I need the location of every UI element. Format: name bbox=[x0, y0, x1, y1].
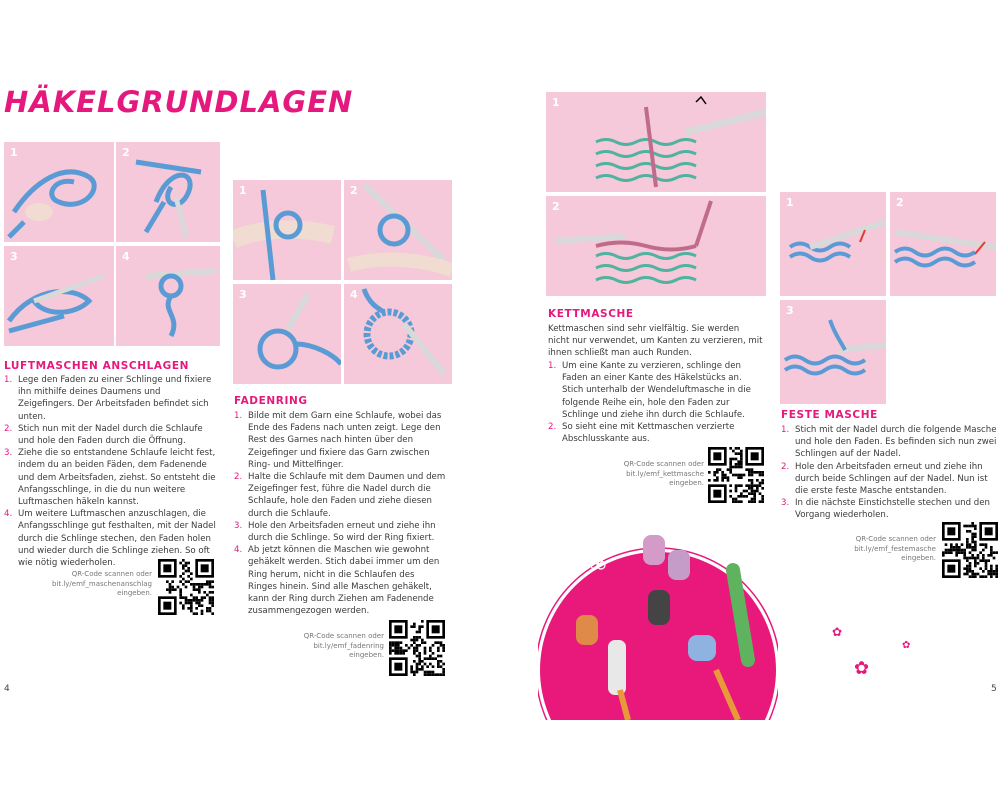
photo-number: 2 bbox=[552, 200, 560, 213]
photo-luftmaschen-1 bbox=[4, 142, 114, 242]
photo-number: 2 bbox=[896, 196, 904, 209]
photo-number: 4 bbox=[122, 250, 130, 263]
step: 4. Ab jetzt können die Maschen wie gewohnt gehäkelt werden. Stich dabei immer um den Ring herum, nicht in die Schlaufen des Ringes hinein. Sind alle Maschen gehäkelt, kann der Ring durch Ziehen am Fadenende zusammengezogen werden. bbox=[234, 545, 440, 617]
photo-feste-masche-1 bbox=[780, 192, 886, 296]
photo-fadenring-1 bbox=[233, 180, 341, 280]
photo-luftmaschen-2 bbox=[116, 142, 220, 242]
step: 3. Hole den Arbeitsfaden erneut und ziehe ihn durch die Schlinge. So wird der Ring fixiert. bbox=[234, 520, 436, 544]
section-heading-kettmasche: KETTMASCHE bbox=[548, 308, 634, 320]
photo-number: 1 bbox=[552, 96, 560, 109]
photo-number: 3 bbox=[10, 250, 18, 263]
page-number: 4 bbox=[4, 684, 10, 694]
photo-number: 2 bbox=[350, 184, 358, 197]
photo-feste-masche-2 bbox=[890, 192, 996, 296]
step: 2. Halte die Schlaufe mit dem Daumen und dem Zeigefinger fest, führe die Nadel durch die Schlaufe, hole den Faden und ziehe diesen durch die Schlaufe. bbox=[234, 472, 446, 519]
step: 1. Um eine Kante zu verzieren, schlinge den Faden an einer Kante des Häkelstücks an. Stich unterhalb der Wendeluftmasche in die folgende Reihe ein, hole den Faden zur Schlinge und ziehe ihn durch die Schlaufe. bbox=[548, 361, 751, 420]
qr-code[interactable] bbox=[708, 447, 764, 503]
qr-caption: QR-Code scannen oder bit.ly/emf_fadenring eingeben. bbox=[303, 632, 384, 660]
step: 3. In die nächste Einstichstelle stechen und den Vorgang wiederholen. bbox=[781, 498, 990, 521]
step: 2. Hole den Arbeitsfaden erneut und ziehe ihn durch beide Schlingen auf der Nadel. Nun ist die erste feste Masche entstanden. bbox=[781, 461, 988, 497]
right-page bbox=[502, 80, 1000, 720]
photo-fadenring-3 bbox=[233, 284, 341, 384]
qr-caption: QR-Code scannen oder bit.ly/emf_maschenanschlag eingeben. bbox=[51, 570, 152, 598]
step: 2. So sieht eine mit Kettmaschen verzierte Abschlusskante aus. bbox=[548, 422, 735, 445]
step: 1. Bilde mit dem Garn eine Schlaufe, wobei das Ende des Fadens nach unten zeigt. Lege den Rest des Garnes nach hinten über den Zeigefinger und fixiere das Garn zwischen Ring- und Mittelfinger. bbox=[234, 411, 442, 470]
left-page bbox=[0, 80, 498, 720]
step: 1. Lege den Faden zu einer Schlinge und fixiere ihn mithilfe deines Daumens und Zeigefingers. Der Arbeitsfaden befindet sich unten. bbox=[4, 375, 212, 422]
book-spread bbox=[0, 80, 1000, 720]
section-heading-luftmaschen: LUFTMASCHEN ANSCHLAGEN bbox=[4, 360, 189, 372]
photo-luftmaschen-4 bbox=[116, 246, 220, 346]
steps-feste-masche bbox=[781, 424, 999, 522]
photo-number: 1 bbox=[239, 184, 247, 197]
photo-number: 2 bbox=[122, 146, 130, 159]
qr-code[interactable] bbox=[942, 522, 998, 578]
qr-caption: QR-Code scannen oder bit.ly/emf_kettmasche eingeben. bbox=[623, 460, 704, 488]
step: 2. Stich nun mit der Nadel durch die Schlaufe und hole den Faden durch die Öffnung. bbox=[4, 423, 203, 447]
steps-luftmaschen bbox=[4, 374, 216, 569]
photo-fadenring-2 bbox=[344, 180, 452, 280]
flower-icon: ✿ bbox=[832, 625, 843, 639]
photo-number: 4 bbox=[350, 288, 358, 301]
photo-luftmaschen-3 bbox=[4, 246, 114, 346]
step: 3. Ziehe die so entstandene Schlaufe leicht fest, indem du an beiden Fäden, dem Fadenende und dem Arbeitsfaden, ziehst. So entsteht die Anfangsschlinge, in die du nun weitere Luftmaschen häkeln kannst. bbox=[4, 448, 216, 508]
finger-puppets-photo bbox=[538, 530, 778, 720]
section-heading-feste-masche: FESTE MASCHE bbox=[781, 409, 878, 421]
flower-icon: ✿ bbox=[902, 640, 911, 651]
step: 1. Stich mit der Nadel durch die folgende Masche und hole den Faden. Es befinden sich nun zwei Schlingen auf der Nadel. bbox=[781, 425, 997, 460]
steps-fadenring bbox=[234, 410, 446, 617]
qr-caption: QR-Code scannen oder bit.ly/emf_festemasche eingeben. bbox=[854, 535, 936, 563]
steps-kettmasche bbox=[548, 360, 763, 445]
photo-feste-masche-3 bbox=[780, 300, 886, 404]
photo-kettmasche-1 bbox=[546, 92, 766, 192]
qr-code[interactable] bbox=[158, 559, 214, 615]
photo-kettmasche-2 bbox=[546, 196, 766, 296]
photo-fadenring-4 bbox=[344, 284, 452, 384]
step: 4. Um weitere Luftmaschen anzuschlagen, die Anfangsschlinge gut festhalten, mit der Nadel durch die Schlinge stechen, den Faden holen und wieder durch die Schlinge ziehen. So oft wie nötig wiederholen. bbox=[4, 509, 216, 569]
photo-number: 3 bbox=[786, 304, 794, 317]
section-heading-fadenring: FADENRING bbox=[234, 395, 308, 407]
flower-icon: ✿ bbox=[854, 658, 870, 679]
photo-number: 1 bbox=[786, 196, 794, 209]
qr-code[interactable] bbox=[389, 620, 445, 676]
page-title: HÄKELGRUNDLAGEN bbox=[4, 85, 354, 119]
photo-number: 1 bbox=[10, 146, 18, 159]
kettmasche-intro: Kettmaschen sind sehr vielfältig. Sie werden nicht nur verwendet, um Kanten zu verzieren, mit ihnen schließt man auch Runden. bbox=[548, 324, 763, 359]
page-number: 5 bbox=[991, 684, 997, 694]
photo-number: 3 bbox=[239, 288, 247, 301]
